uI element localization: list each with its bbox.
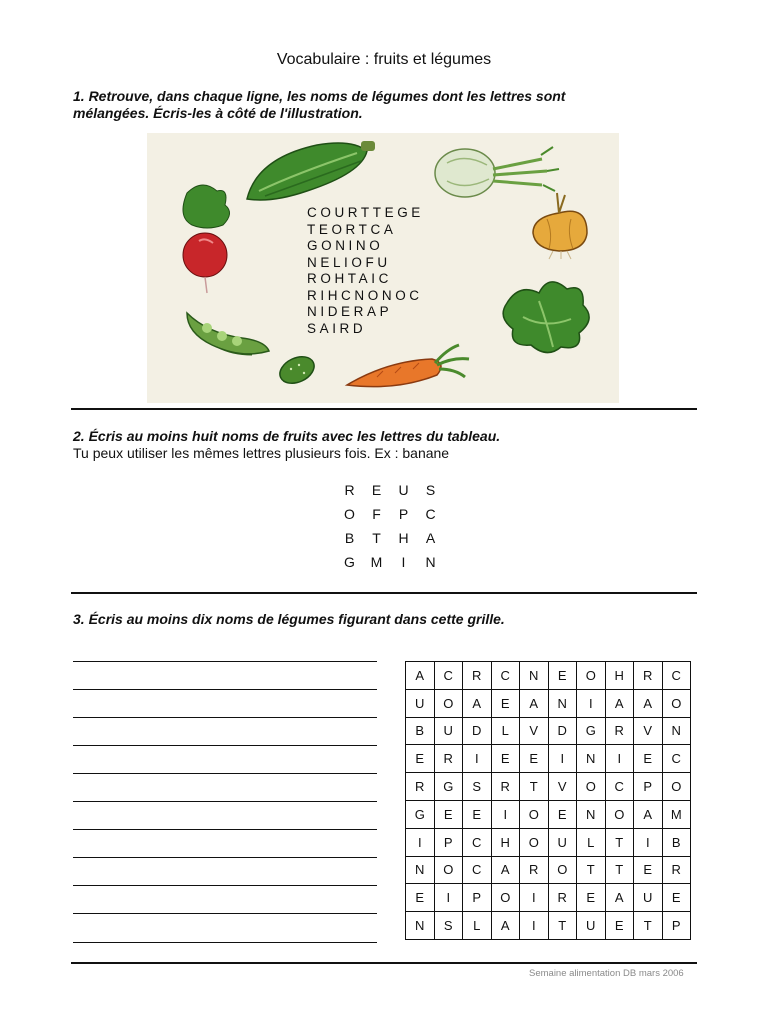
grid-row bbox=[406, 773, 691, 801]
grid-cell[interactable]: R bbox=[406, 773, 435, 801]
letter-cell: H bbox=[398, 530, 409, 546]
vegetable-illustration bbox=[147, 133, 619, 403]
grid-cell[interactable]: O bbox=[662, 773, 691, 801]
letter-cell: E bbox=[371, 482, 382, 498]
grid-row bbox=[406, 745, 691, 773]
grid-cell[interactable]: L bbox=[491, 717, 520, 745]
grid-cell[interactable]: B bbox=[406, 717, 435, 745]
grid-cell[interactable]: H bbox=[491, 828, 520, 856]
grid-cell[interactable]: C bbox=[662, 662, 691, 690]
courgette-icon bbox=[247, 141, 375, 200]
section2-heading-text: 2. Écris au moins huit noms de fruits avec les lettres du tableau. bbox=[73, 428, 501, 444]
grid-cell[interactable]: I bbox=[634, 828, 663, 856]
grid-cell[interactable]: I bbox=[463, 745, 492, 773]
scrambled-word: SAIRD bbox=[307, 320, 367, 336]
grid-cell[interactable]: C bbox=[434, 662, 463, 690]
grid-cell[interactable]: R bbox=[520, 856, 549, 884]
fruit-letter-table bbox=[336, 478, 444, 574]
grid-row bbox=[406, 856, 691, 884]
answer-line[interactable] bbox=[73, 717, 377, 718]
grid-cell[interactable]: O bbox=[577, 662, 606, 690]
grid-row bbox=[406, 662, 691, 690]
grid-cell[interactable]: C bbox=[491, 662, 520, 690]
answer-line[interactable] bbox=[73, 745, 377, 746]
section1-heading-line1: 1. Retrouve, dans chaque ligne, les noms de légumes dont les lettres sont bbox=[73, 88, 566, 104]
grid-cell[interactable]: L bbox=[577, 828, 606, 856]
answer-line[interactable] bbox=[73, 773, 377, 774]
grid-cell[interactable]: V bbox=[520, 717, 549, 745]
grid-cell[interactable]: A bbox=[520, 689, 549, 717]
grid-cell[interactable]: E bbox=[662, 884, 691, 912]
section1-heading bbox=[73, 88, 693, 122]
grid-cell[interactable]: I bbox=[605, 745, 634, 773]
section-divider bbox=[71, 408, 697, 410]
grid-cell[interactable]: E bbox=[406, 884, 435, 912]
scrambled-word: TEORTCA bbox=[307, 221, 397, 237]
grid-cell[interactable]: O bbox=[662, 689, 691, 717]
grid-cell[interactable]: I bbox=[577, 689, 606, 717]
grid-cell[interactable]: T bbox=[605, 856, 634, 884]
peas-icon bbox=[187, 313, 269, 355]
grid-cell[interactable]: U bbox=[406, 689, 435, 717]
grid-cell[interactable]: P bbox=[634, 773, 663, 801]
grid-cell[interactable]: I bbox=[520, 912, 549, 940]
footer-note: Semaine alimentation DB mars 2006 bbox=[529, 968, 684, 979]
letter-cell: M bbox=[370, 554, 383, 570]
grid-cell[interactable]: E bbox=[634, 745, 663, 773]
grid-cell[interactable]: A bbox=[605, 689, 634, 717]
page-title: Vocabulaire : fruits et légumes bbox=[276, 51, 492, 68]
grid-cell[interactable]: A bbox=[634, 800, 663, 828]
grid-cell[interactable]: P bbox=[662, 912, 691, 940]
grid-cell[interactable]: E bbox=[491, 689, 520, 717]
grid-cell[interactable]: T bbox=[634, 912, 663, 940]
grid-cell[interactable]: E bbox=[577, 884, 606, 912]
grid-cell[interactable]: E bbox=[406, 745, 435, 773]
scrambled-word: NIDERAP bbox=[307, 304, 393, 319]
grid-cell[interactable]: A bbox=[491, 856, 520, 884]
letter-cell: N bbox=[425, 554, 436, 570]
grid-cell[interactable]: I bbox=[434, 884, 463, 912]
grid-cell[interactable]: O bbox=[434, 856, 463, 884]
answer-line[interactable] bbox=[73, 661, 377, 662]
grid-cell[interactable]: O bbox=[491, 884, 520, 912]
scrambled-word: RIHCNONOC bbox=[307, 287, 423, 303]
grid-cell[interactable]: N bbox=[406, 912, 435, 940]
grid-cell[interactable]: A bbox=[463, 689, 492, 717]
grid-cell[interactable]: E bbox=[548, 662, 577, 690]
grid-cell[interactable]: P bbox=[434, 828, 463, 856]
letter-cell: A bbox=[425, 530, 436, 546]
grid-cell[interactable]: R bbox=[463, 662, 492, 690]
grid-cell[interactable]: C bbox=[605, 773, 634, 801]
answer-line[interactable] bbox=[73, 942, 377, 943]
scrambled-word: NELIOFU bbox=[307, 254, 391, 270]
letter-cell: U bbox=[398, 482, 409, 498]
section3-heading: 3. Écris au moins dix noms de légumes figurant dans cette grille. bbox=[73, 611, 505, 627]
section1-heading-line2: mélangées. Écris-les à côté de l'illustration. bbox=[73, 105, 363, 121]
letter-cell: I bbox=[401, 554, 406, 570]
grid-cell[interactable]: H bbox=[605, 662, 634, 690]
grid-cell[interactable]: U bbox=[434, 717, 463, 745]
grid-cell[interactable]: N bbox=[406, 856, 435, 884]
grid-cell[interactable]: O bbox=[605, 800, 634, 828]
answer-line[interactable] bbox=[73, 689, 377, 690]
grid-cell[interactable]: N bbox=[520, 662, 549, 690]
grid-cell[interactable]: G bbox=[406, 800, 435, 828]
grid-cell[interactable]: E bbox=[520, 745, 549, 773]
grid-cell[interactable]: T bbox=[605, 828, 634, 856]
grid-cell[interactable]: V bbox=[548, 773, 577, 801]
grid-cell[interactable]: T bbox=[577, 856, 606, 884]
grid-cell[interactable]: C bbox=[463, 828, 492, 856]
grid-cell[interactable]: O bbox=[520, 800, 549, 828]
grid-cell[interactable]: E bbox=[634, 856, 663, 884]
grid-row bbox=[406, 689, 691, 717]
letter-cell: G bbox=[344, 554, 355, 570]
grid-cell[interactable]: V bbox=[634, 717, 663, 745]
grid-row bbox=[406, 717, 691, 745]
fennel-icon bbox=[435, 147, 559, 197]
grid-cell[interactable]: U bbox=[634, 884, 663, 912]
grid-cell[interactable]: I bbox=[491, 800, 520, 828]
letter-cell: C bbox=[425, 506, 436, 522]
grid-cell[interactable]: N bbox=[548, 689, 577, 717]
grid-cell[interactable]: P bbox=[463, 884, 492, 912]
grid-cell[interactable]: D bbox=[548, 717, 577, 745]
letter-cell: S bbox=[425, 482, 436, 498]
grid-cell[interactable]: M bbox=[662, 800, 691, 828]
grid-cell[interactable]: A bbox=[491, 912, 520, 940]
section-divider bbox=[71, 592, 697, 594]
letter-cell: O bbox=[344, 506, 355, 522]
grid-cell[interactable]: O bbox=[520, 828, 549, 856]
letter-cell: R bbox=[344, 482, 355, 498]
grid-cell[interactable]: C bbox=[662, 745, 691, 773]
grid-cell[interactable]: R bbox=[548, 884, 577, 912]
grid-cell[interactable]: O bbox=[434, 689, 463, 717]
grid-cell[interactable]: S bbox=[434, 912, 463, 940]
grid-cell[interactable]: N bbox=[577, 745, 606, 773]
grid-row bbox=[406, 912, 691, 940]
grid-cell[interactable]: I bbox=[548, 745, 577, 773]
cucumber-icon bbox=[276, 352, 319, 389]
grid-cell[interactable]: E bbox=[463, 800, 492, 828]
grid-cell[interactable]: R bbox=[605, 717, 634, 745]
answer-line[interactable] bbox=[73, 829, 377, 830]
grid-cell[interactable]: C bbox=[463, 856, 492, 884]
grid-cell[interactable]: R bbox=[434, 745, 463, 773]
grid-cell[interactable]: A bbox=[406, 662, 435, 690]
grid-cell[interactable]: D bbox=[463, 717, 492, 745]
letter-cell: T bbox=[372, 530, 381, 546]
scrambled-word: GONINO bbox=[307, 238, 384, 253]
grid-cell[interactable]: O bbox=[577, 773, 606, 801]
grid-cell[interactable]: E bbox=[491, 745, 520, 773]
grid-cell[interactable]: L bbox=[463, 912, 492, 940]
grid-cell[interactable]: R bbox=[491, 773, 520, 801]
grid-cell[interactable]: T bbox=[520, 773, 549, 801]
grid-cell[interactable]: U bbox=[548, 828, 577, 856]
scrambled-word: COURTTEGE bbox=[307, 205, 424, 220]
grid-cell[interactable]: R bbox=[662, 856, 691, 884]
letter-cell: B bbox=[344, 530, 355, 546]
answer-line[interactable] bbox=[73, 801, 377, 802]
grid-cell[interactable]: I bbox=[520, 884, 549, 912]
grid-cell[interactable]: E bbox=[548, 800, 577, 828]
footer-divider bbox=[71, 962, 697, 964]
answer-line[interactable] bbox=[73, 885, 377, 886]
grid-cell[interactable]: I bbox=[406, 828, 435, 856]
grid-cell[interactable]: E bbox=[434, 800, 463, 828]
onion-icon bbox=[533, 193, 587, 259]
grid-cell[interactable]: A bbox=[634, 689, 663, 717]
grid-cell[interactable]: B bbox=[662, 828, 691, 856]
letter-cell: F bbox=[372, 506, 381, 522]
radish-icon bbox=[183, 185, 230, 293]
grid-cell[interactable]: G bbox=[434, 773, 463, 801]
carrot-icon bbox=[347, 345, 469, 387]
scrambled-word-list bbox=[307, 205, 424, 337]
answer-line[interactable] bbox=[73, 857, 377, 858]
letter-cell: P bbox=[398, 506, 409, 522]
lettuce-icon bbox=[503, 282, 589, 353]
grid-cell[interactable]: S bbox=[463, 773, 492, 801]
grid-cell[interactable]: G bbox=[577, 717, 606, 745]
grid-row bbox=[406, 828, 691, 856]
word-search-grid bbox=[405, 661, 691, 940]
grid-cell[interactable]: N bbox=[662, 717, 691, 745]
grid-cell[interactable]: A bbox=[605, 884, 634, 912]
grid-cell[interactable]: R bbox=[634, 662, 663, 690]
section2-note: Tu peux utiliser les mêmes lettres plusieurs fois. Ex : banane bbox=[73, 445, 450, 461]
grid-row bbox=[406, 884, 691, 912]
grid-cell[interactable]: T bbox=[548, 912, 577, 940]
grid-cell[interactable]: N bbox=[577, 800, 606, 828]
answer-line[interactable] bbox=[73, 913, 377, 914]
scrambled-word: ROHTAIC bbox=[307, 271, 392, 286]
grid-cell[interactable]: E bbox=[605, 912, 634, 940]
section2-heading bbox=[73, 428, 693, 462]
grid-cell[interactable]: O bbox=[548, 856, 577, 884]
grid-row bbox=[406, 800, 691, 828]
grid-cell[interactable]: U bbox=[577, 912, 606, 940]
